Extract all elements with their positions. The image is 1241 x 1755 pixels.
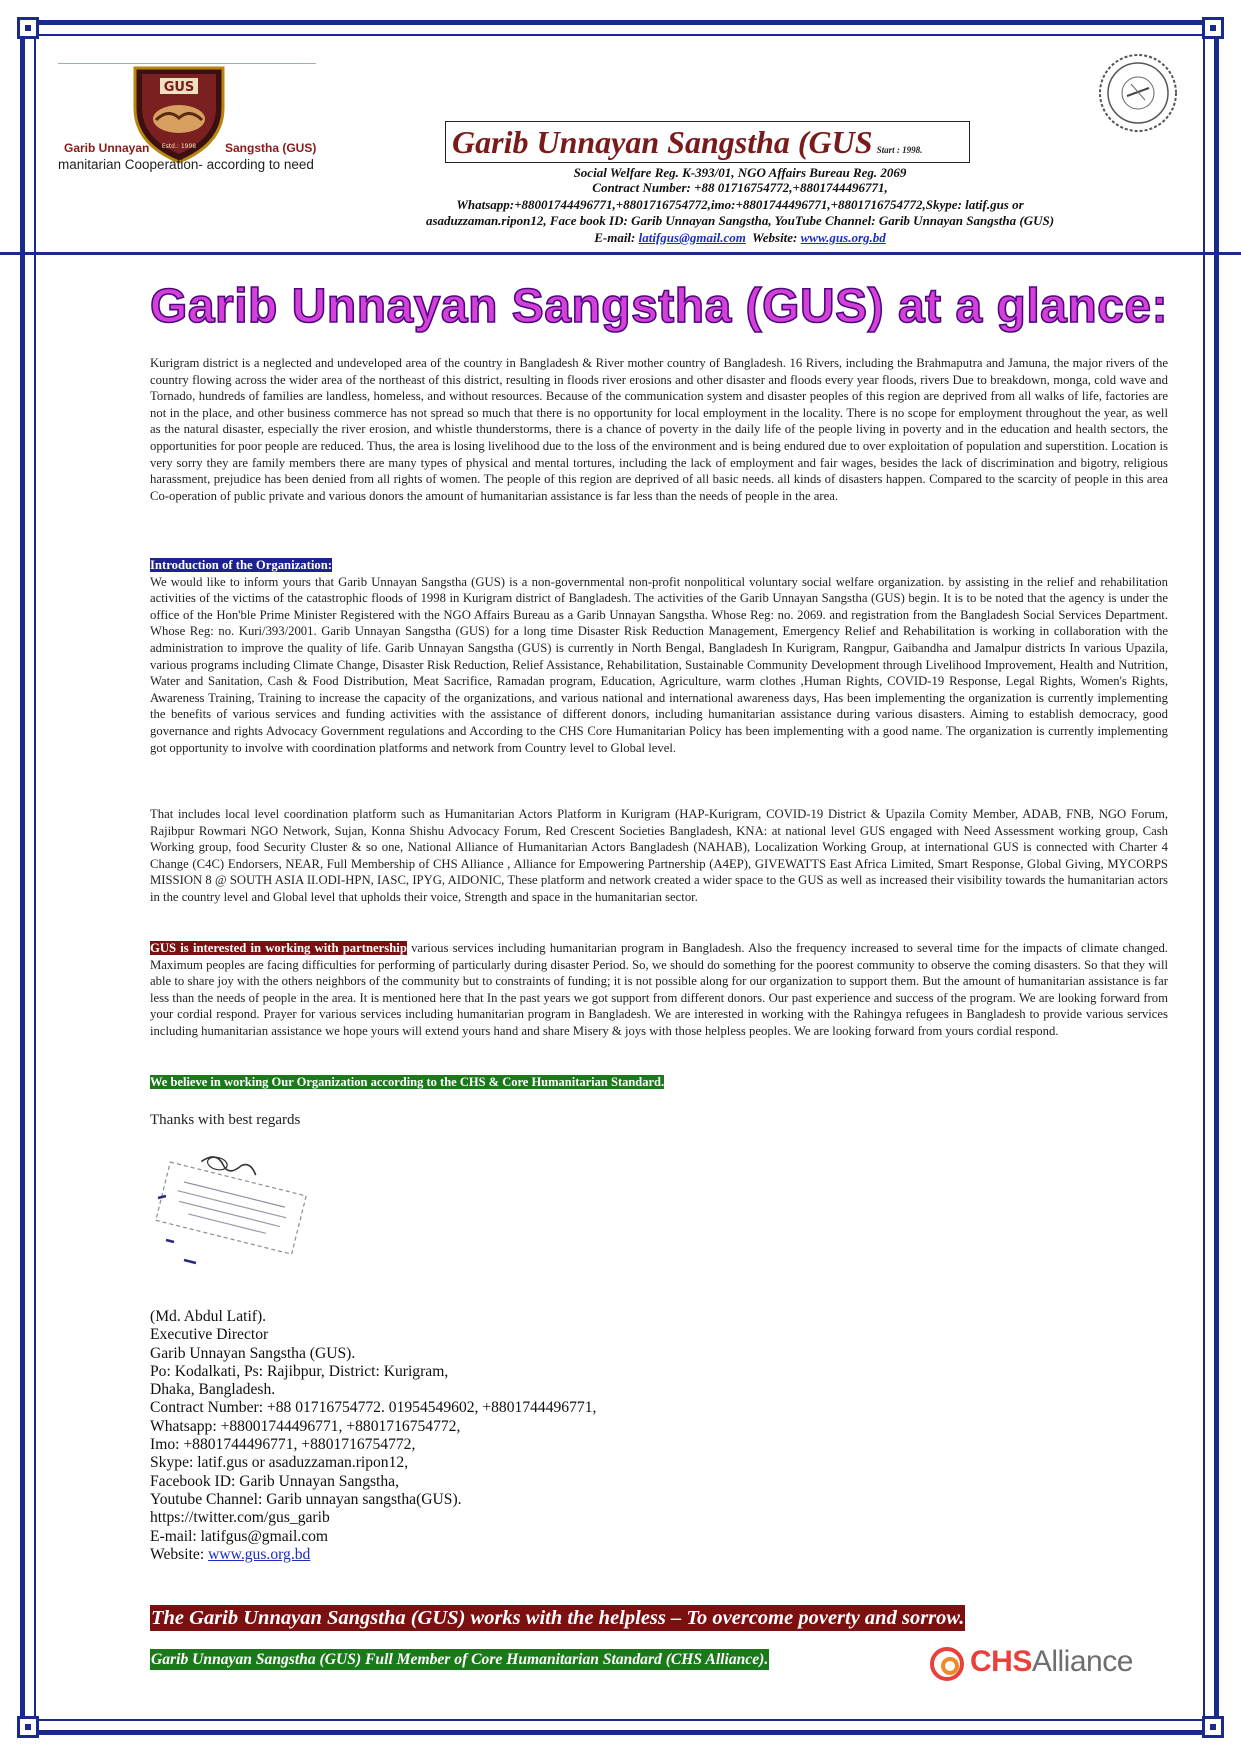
org-title: Garib Unnayan Sangstha (GUS [452, 124, 873, 160]
signer-twitter: https://twitter.com/gus_garib [150, 1509, 330, 1527]
org-start-year: Start : 1998. [876, 145, 923, 155]
svg-text:Estd.: 1998: Estd.: 1998 [161, 143, 197, 150]
chs-wordmark-chs: CHS [970, 1645, 1032, 1678]
signer-address-1: Po: Kodalkati, Ps: Rajibpur, District: Kurigram, [150, 1362, 449, 1380]
signer-imo: Imo: +8801744496771, +8801716754772, [150, 1436, 416, 1454]
chs-statement: We believe in working Our Organization according to the CHS & Core Humanitarian Standard. [150, 1075, 665, 1089]
intro-paragraph: Kurigram district is a neglected and undeveloped area of the country in Bangladesh & River mother country of Bangladesh. 16 Rivers, including the Brahmaputra and Jamuna, the major rivers of the country flowing across the wider area of the northeast of this district, resulting in floods river erosions and other disaster and floods every year floods, rivers Due to breakdown, monga, cold wave and Tornado, hundreds of families are landless, homeless, and without resources. Because of the communication system and disaster peoples of this region are deprived from all walks of life, factories are not in the place, and other business commerce has not spread so much that there is no opportunity for local employment in the locality. There is no scope for employment throughout the year, as well as the natural disaster, especially the river erosion, and whistle thunderstorms, there is a chance of poverty in the daily life of the people living in poverty and in the education and health sectors, the opportunities for poor people are reduced. Thus, the area is losing livelihood due to the loss of the environment and is being endured due to over exploitation of population and superstition. Location is very sorry they are family members there are many types of physical and mental tortures, including the lack of employment and fair wages, besides the lack of discrimination and bigotry, religious harassment, prejudice has been denied from all rights of women. The people of this region are deprived of all basic needs. all kinds of disasters happen. Compared to the scarcity of people in this area Co-operation of public private and various donors the amount of humanitarian assistance is far less than the needs of people in the area. [150, 356, 1168, 503]
header-line-3: Whatsapp:+88001744496771,+8801716754772,imo:+8801744496771,+8801716754772,Skype: latif.gus or [456, 197, 1024, 212]
page-title: Garib Unnayan Sangstha (GUS) at a glance: [150, 280, 1169, 333]
chs-alliance-icon [928, 1645, 966, 1683]
signer-address-2: Dhaka, Bangladesh. [150, 1381, 276, 1399]
org-title-box [445, 121, 970, 163]
chs-alliance-logo [928, 1643, 1178, 1683]
header-website-label: Website: [752, 230, 798, 245]
chs-wordmark-alliance: Alliance [1031, 1645, 1133, 1678]
header-line-1: Social Welfare Reg. K-393/01, NGO Affairs Bureau Reg. 2069 [573, 165, 907, 180]
signer-org: Garib Unnayan Sangstha (GUS). [150, 1344, 356, 1362]
header-line-4: asaduzzaman.ripon12, Face book ID: Garib Unnayan Sangstha, YouTube Channel: Garib Unnayan Sangstha (GUS) [425, 213, 1055, 228]
header-divider [0, 252, 1241, 255]
corner-ornament-tl [17, 17, 39, 39]
chs-member-banner: Garib Unnayan Sangstha (GUS) Full Member of Core Humanitarian Standard (CHS Alliance). [151, 1651, 769, 1668]
network-paragraph: That includes local level coordination platform such as Humanitarian Actors Platform in Kurigram (HAP-Kurigram, COVID-19 District & Upazila Comity Member, ADAB, FNB, NGO Forum, Rajibpur Rowmari NGO Network, Sujan, Konna Shishu Advocacy Forum, Red Crescent Societies Bangladesh, KNA: at national level GUS engaged with Need Assessment working group, Cash Working group, food Security Cluster & so one, National Alliance of Humanitarian Actors Bangladesh (NAHAB), Localization Working Group, at international GUS is connected with Charter 4 Change (C4C) Endorsers, NEAR, Full Membership of CHS Alliance , Alliance for Empowering Partnership (A4EP), GIVEWATTS East Africa Limited, Smart Response, Global Giving, MYCORPS MISSION 8 @ SOUTH ASIA II.ODI-HPN, IASC, IPYG, AIDONIC, These platform and network created a wider space to the GUS as well as increased their visibility towards the humanitarian actors in the country level and Global level that upholds their voice, Strength and space in the humanitarian sector. [150, 807, 1168, 904]
signer-contract: Contract Number: +88 01716754772. 01954549602, +8801744496771, [150, 1399, 597, 1417]
header-email-link[interactable]: latifgus@gmail.com [638, 230, 746, 245]
signer-website-label: Website: [150, 1545, 205, 1563]
signer-name: (Md. Abdul Latif). [150, 1308, 267, 1325]
org-seal-stamp [1097, 52, 1179, 134]
signer-whatsapp: Whatsapp: +88001744496771, +8801716754772, [150, 1417, 461, 1435]
signer-website-link[interactable]: www.gus.org.bd [208, 1545, 311, 1563]
signature-stamp-image [150, 1150, 310, 1275]
thanks-text: Thanks with best regards [150, 1112, 301, 1128]
partnership-section [150, 940, 1168, 1040]
svg-text:GUS: GUS [163, 80, 195, 95]
organization-section [150, 557, 1168, 756]
signer-skype: Skype: latif.gus or asaduzzaman.ripon12, [150, 1454, 409, 1472]
signer-website-line [150, 1546, 596, 1564]
partnership-heading: GUS is interested in working with partnership [150, 941, 407, 955]
signer-youtube: Youtube Channel: Garib unnayan sangstha(GUS). [150, 1490, 462, 1508]
chs-alliance-wordmark [970, 1645, 1133, 1679]
chs-statement-line [150, 1074, 664, 1090]
logo-left-text: Garib Unnayan [64, 141, 150, 155]
header-website-link[interactable]: www.gus.org.bd [800, 230, 886, 245]
corner-ornament-bl [17, 1716, 39, 1738]
signer-designation: Executive Director [150, 1326, 269, 1344]
signature-block [150, 1308, 596, 1564]
corner-ornament-tr [1202, 17, 1224, 39]
corner-ornament-br [1202, 1716, 1224, 1738]
mission-banner: The Garib Unnayan Sangstha (GUS) works with the helpless – To overcome poverty and sorrow. [151, 1607, 965, 1629]
partnership-text: various services including humanitarian program in Bangladesh. Also the frequency increased to several time for the impacts of climate changed. Maximum peoples are facing difficulties for performing of particularly during disaster Period. So, we should do something for the poorest community to observe the coming disasters. So that they will able to share joy with the others neighbors of the community but to constraints of funding; it is not possible along for our organization to support them. But the amount of humanitarian assistance is far less than the needs of people in the area. It is mentioned here that In the past years we got support from different donors. Our past experience and success of the program. We are looking forward from your cordial respond. Prayer for various services including humanitarian program in Bangladesh. We are interested in working with the Rahingya refugees in Bangladesh to provide various services including humanitarian assistance we hope yours will extend yours hand and share Misery & joys with those helpless peoples. We are looking forward from yours cordial respond. [150, 941, 1168, 1038]
signer-email: E-mail: latifgus@gmail.com [150, 1527, 329, 1545]
header-email-label: E-mail: [594, 230, 636, 245]
header-line-5 [260, 230, 1220, 245]
logo-tagline: manitarian Cooperation- according to need [58, 157, 314, 172]
intro-text: We would like to inform yours that Garib Unnayan Sangstha (GUS) is a non-governmental non-profit nonpolitical voluntary social welfare organization. by assisting in the relief and rehabilitation activities of the victims of the catastrophic floods of 1998 in Kurigram district of Bangladesh. The activities of the Garib Unnayan Sangstha (GUS) begin. It is to be noted that the agency is under the office of the Hon'ble Prime Minister Registered with the NGO Affairs Bureau as a Garib Unnayan Sangstha. Whose Reg: no. 2069. and registration from the Bangladesh Social Services Department. Whose Reg: no. Kuri/393/2001. Garib Unnayan Sangstha (GUS) for a long time Disaster Risk Reduction Management, Emergency Relief and Rehabilitation is working in collaboration with the administration to improve the quality of life. Garib Unnayan Sangstha (GUS) is currently in North Bengal, Bangladesh In Kurigram, Rangpur, Gaibandha and Jamalpur districts In various Upazila, various programs including Climate Change, Disaster Risk Reduction, Relief Assistance, Rehabilitation, Sustainable Community Development through Livelihood Improvement, Health and Nutrition, Water and Sanitation, Cash & Food Distribution, Meat Sacrifice, Ramadan program, Education, Agriculture, warm clothes ,Human Rights, COVID-19 Response, Legal Rights, Women's Rights, Awareness Training, Training to increase the capacity of the organizations, and various national and international awareness days, Has been implementing the organization is currently implementing the benefits of various services and funding activities with the assistance of different donors, including humanitarian assistance during various disasters. Aiming to establish democracy, good governance and rights Advocacy Government regulations and According to the CHS Core Humanitarian Policy has been implementing with a good name. The organization is currently implementing got opportunity to involve with coordination platforms and network from Country level to Global level. [150, 574, 1168, 755]
signer-facebook: Facebook ID: Garib Unnayan Sangstha, [150, 1472, 400, 1490]
intro-heading: Introduction of the Organization: [150, 558, 332, 572]
header-line-2: Contract Number: +88 01716754772,+8801744496771, [592, 180, 888, 195]
logo-right-text: Sangstha (GUS) [225, 141, 317, 155]
